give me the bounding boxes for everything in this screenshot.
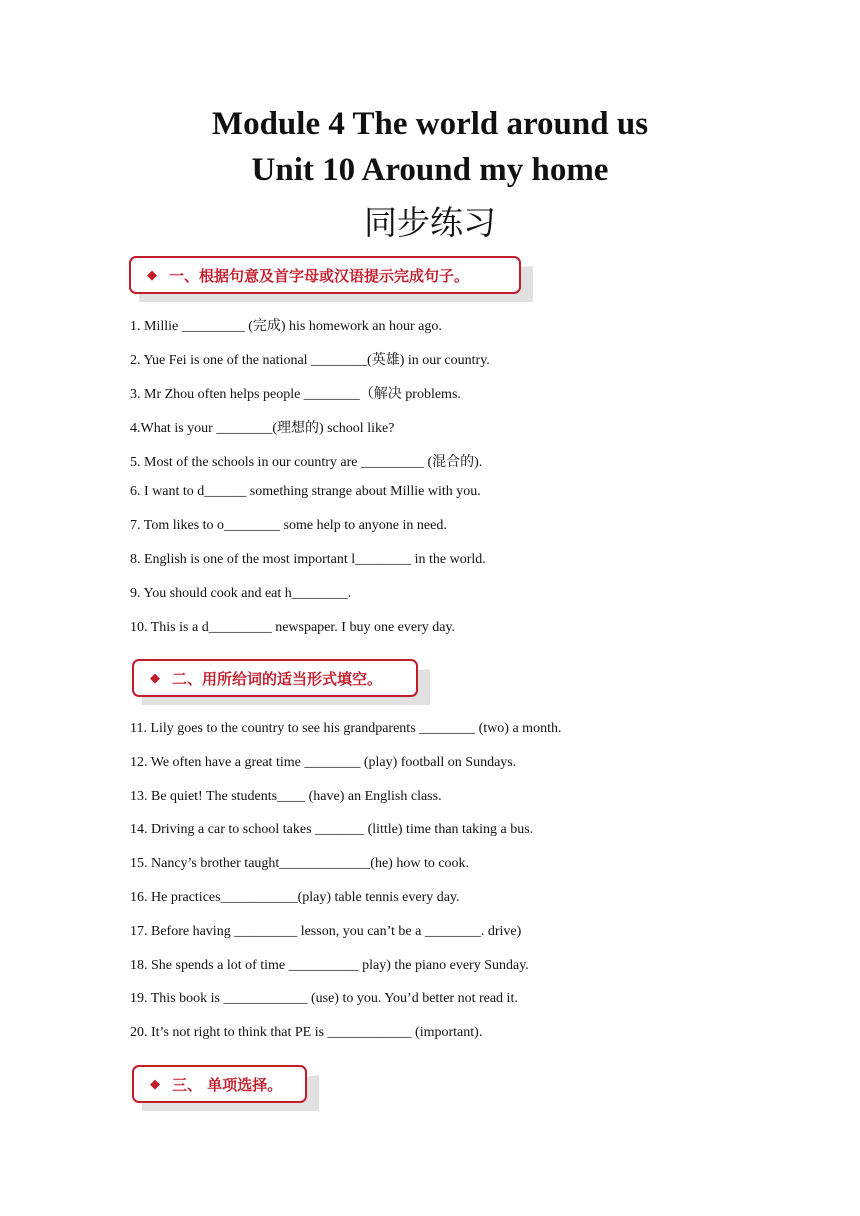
- question-19: 19. This book is ____________ (use) to you. You’d better not read it.: [130, 991, 518, 1006]
- question-18: 18. She spends a lot of time __________ play) the piano every Sunday.: [130, 958, 529, 973]
- question-15: 15. Nancy’s brother taught_____________(he) how to cook.: [130, 856, 470, 871]
- question-3: 3. Mr Zhou often helps people ________（解决 problems.: [130, 387, 461, 402]
- question-4: 4.What is your ________(理想的) school like?: [130, 421, 395, 436]
- question-17: 17. Before having _________ lesson, you can’t be a ________. drive): [130, 924, 522, 939]
- question-9: 9. You should cook and eat h________.: [130, 586, 352, 601]
- diamond-icon: ◆: [150, 1076, 160, 1092]
- diamond-icon: ◆: [150, 670, 160, 686]
- question-13: 13. Be quiet! The students____ (have) an English class.: [130, 789, 442, 804]
- diamond-icon: ◆: [147, 267, 157, 283]
- section-label: 三、 单项选择。: [172, 1075, 283, 1094]
- question-8: 8. English is one of the most important l________ in the world.: [130, 552, 486, 567]
- question-12: 12. We often have a great time ________ (play) football on Sundays.: [130, 755, 517, 770]
- section-header-2: [132, 659, 418, 697]
- question-7: 7. Tom likes to o________ some help to anyone in need.: [130, 518, 447, 533]
- question-1: 1. Millie _________ (完成) his homework an hour ago.: [130, 319, 442, 334]
- section-label: 二、用所给词的适当形式填空。: [172, 669, 383, 688]
- section-header-3: [132, 1065, 307, 1103]
- question-10: 10. This is a d_________ newspaper. I buy one every day.: [130, 620, 456, 635]
- page-title-practice: 同步练习: [364, 203, 496, 242]
- page-title-unit: Unit 10 Around my home: [251, 152, 609, 188]
- question-11: 11. Lily goes to the country to see his grandparents ________ (two) a month.: [130, 721, 562, 736]
- page-title-module: Module 4 The world around us: [211, 106, 649, 142]
- question-2: 2. Yue Fei is one of the national ________(英雄) in our country.: [130, 353, 490, 368]
- question-14: 14. Driving a car to school takes _______ (little) time than taking a bus.: [130, 822, 534, 837]
- section-header-1: [129, 256, 521, 294]
- question-16: 16. He practices___________(play) table tennis every day.: [130, 890, 460, 905]
- question-20: 20. It’s not right to think that PE is ____________ (important).: [130, 1025, 483, 1040]
- question-6: 6. I want to d______ something strange about Millie with you.: [130, 484, 481, 499]
- section-label: 一、根据句意及首字母或汉语提示完成句子。: [169, 266, 470, 285]
- question-5: 5. Most of the schools in our country are _________ (混合的).: [130, 455, 483, 470]
